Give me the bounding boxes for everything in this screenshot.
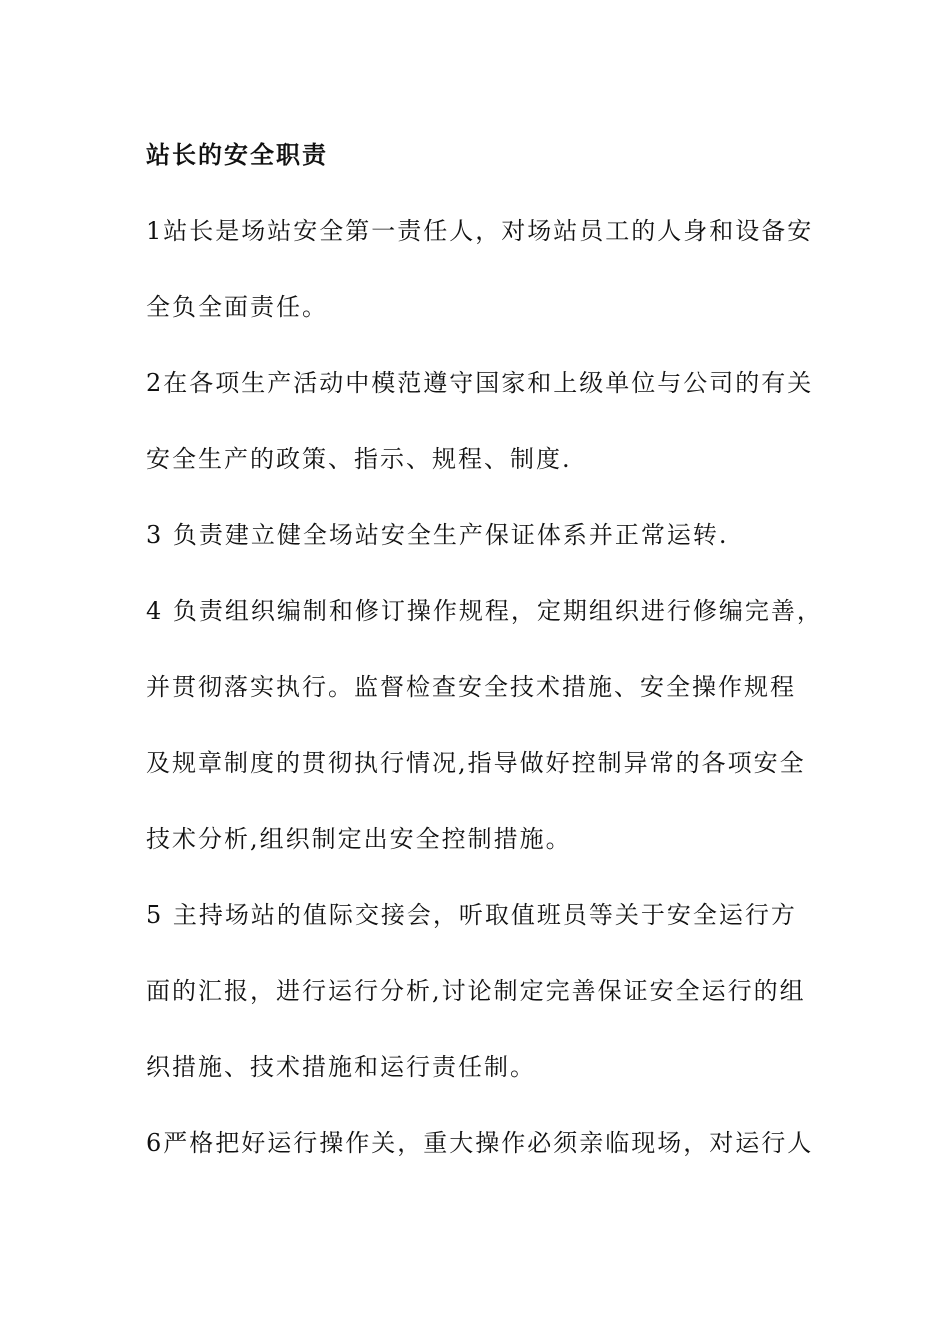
document-title: 站长的安全职责 (146, 140, 328, 169)
text-line: 并贯彻落实执行。监督检查安全技术措施、安全操作规程 (146, 673, 796, 701)
text-line: 安全生产的政策、指示、规程、制度. (146, 445, 572, 473)
text-line: 3 负责建立健全场站安全生产保证体系并正常运转. (146, 521, 729, 549)
text-line: 2在各项生产活动中模范遵守国家和上级单位与公司的有关 (146, 369, 814, 397)
text-line: 及规章制度的贯彻执行情况,指导做好控制异常的各项安全 (146, 749, 806, 777)
text-line: 5 主持场站的值际交接会，听取值班员等关于安全运行方 (146, 901, 797, 929)
text-line: 1站长是场站安全第一责任人，对场站员工的人身和设备安 (146, 217, 814, 245)
text-line: 技术分析,组织制定出安全控制措施。 (146, 825, 572, 853)
document-body (146, 130, 826, 1194)
text-line: 面的汇报，进行运行分析,讨论制定完善保证安全运行的组 (146, 977, 806, 1005)
text-line: 6严格把好运行操作关，重大操作必须亲临现场，对运行人 (146, 1129, 814, 1157)
text-line: 4 负责组织编制和修订操作规程，定期组织进行修编完善， (146, 597, 823, 625)
text-line: 织措施、技术措施和运行责任制。 (146, 1053, 536, 1081)
text-line: 全负全面责任。 (146, 293, 328, 321)
